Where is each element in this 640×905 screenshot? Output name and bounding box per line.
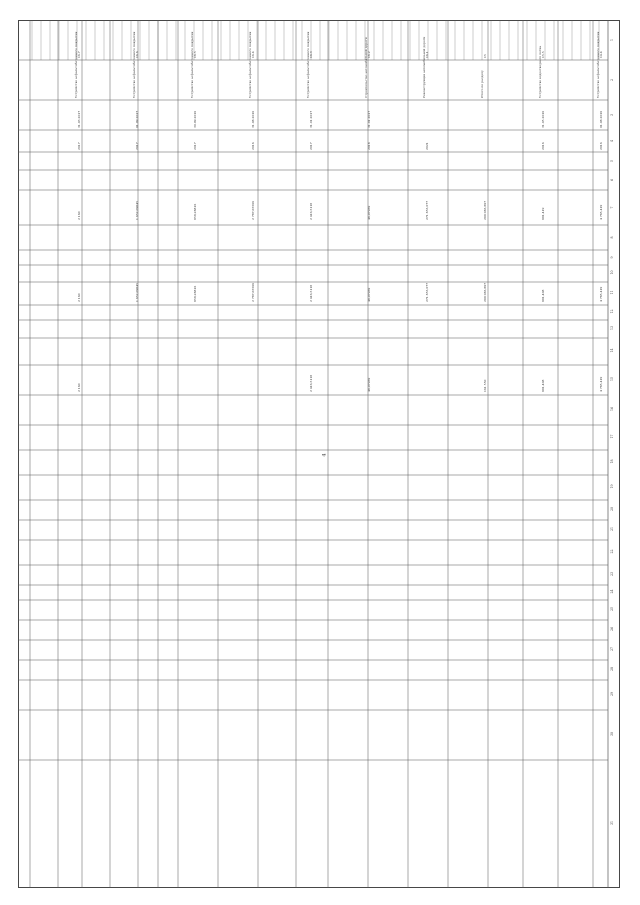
row-name: Строительство автомобильной дороги xyxy=(364,37,368,98)
row-value: 271 853,077 xyxy=(425,282,429,302)
column-number: 5 xyxy=(610,159,614,162)
row-value: 161 550 xyxy=(483,379,487,392)
row-name: Устройство асфальтобетонного покрытия xyxy=(306,31,310,98)
row-id: 14.4 xyxy=(599,51,603,58)
row-id: 15.5 xyxy=(541,51,545,58)
row-value: 4 785,419 xyxy=(599,286,603,302)
row-value: 858,28816 xyxy=(193,203,197,220)
column-number: 4 xyxy=(610,139,614,142)
row-value: 991,408 xyxy=(541,289,545,302)
row-date: 01.09.2017 xyxy=(135,110,139,128)
column-number: 31 xyxy=(610,820,614,825)
row-date: 30.09.2016 xyxy=(193,110,197,128)
row-value: 2 416,5118 xyxy=(309,202,313,220)
column-number: 23 xyxy=(610,571,614,576)
column-number: 16 xyxy=(610,406,614,411)
column-number: 28 xyxy=(610,666,614,671)
row-name: Реконструкция автомобильной дороги xyxy=(422,36,426,98)
row-date: 01.08.2016 xyxy=(599,110,603,128)
column-number: 2 xyxy=(610,78,614,81)
row-value: 2 160 xyxy=(77,293,81,302)
page-number: 4 xyxy=(321,453,328,457)
row-id: 16.3 xyxy=(309,51,313,58)
column-number: 6 xyxy=(610,178,614,181)
row-id: 16.6 xyxy=(135,51,139,58)
row-year: 2016 xyxy=(541,142,545,150)
row-name: Устройство асфальтобетонного покрытия xyxy=(248,31,252,98)
column-number: 19 xyxy=(610,484,614,489)
row-year: 2016 xyxy=(251,142,255,150)
column-number: 18 xyxy=(610,459,614,464)
row-value: 271 853,077 xyxy=(425,200,429,220)
row-value: 4 785,419 xyxy=(599,376,603,392)
column-number: 26 xyxy=(610,626,614,631)
column-number: 7 xyxy=(610,206,614,209)
row-id: 16.1 xyxy=(425,51,429,58)
column-number: 13 xyxy=(610,325,614,330)
row-year: 2017 xyxy=(135,142,139,150)
row-name: Устройство водоотводного лотка xyxy=(538,45,542,98)
column-number: 9 xyxy=(610,256,614,259)
column-number: 10 xyxy=(610,270,614,275)
row-id: 16.5 xyxy=(193,51,197,58)
row-value: 4 785,419 xyxy=(599,204,603,220)
row-name: Итого по разделу xyxy=(480,70,484,98)
column-number: 20 xyxy=(610,506,614,511)
row-value: 2 416,5118 xyxy=(309,374,313,392)
row-date: 31.08.2016 xyxy=(251,110,255,128)
row-value: 1 652,09645 xyxy=(135,282,139,302)
row-name: Устройство асфальтобетонного покрытия xyxy=(132,31,136,98)
row-value: 858,28816 xyxy=(193,285,197,302)
row-year: 2017 xyxy=(309,142,313,150)
column-number: 11 xyxy=(610,290,614,295)
row-value: 2 160 xyxy=(77,383,81,392)
row-value: 48,97939 xyxy=(367,205,371,220)
column-number: 14 xyxy=(610,348,614,353)
row-date: 31.01.2017 xyxy=(309,110,313,128)
column-number: 15 xyxy=(610,376,614,381)
row-name: Устройство асфальтобетонного покрытия xyxy=(596,31,600,98)
row-value: 2 787,65566 xyxy=(251,282,255,302)
table-border xyxy=(19,21,620,888)
column-number: 8 xyxy=(610,236,614,239)
column-number: 30 xyxy=(610,731,614,736)
row-value: 2 416,5118 xyxy=(309,284,313,302)
column-number: 22 xyxy=(610,549,614,554)
row-year: 2016 xyxy=(599,142,603,150)
row-value: 299 083,897 xyxy=(483,282,487,302)
row-value: 991,419 xyxy=(541,207,545,220)
row-year: 2017 xyxy=(77,142,81,150)
row-date: 31.03.2017 xyxy=(77,110,81,128)
row-id: 15 xyxy=(483,54,487,58)
row-value: 991,408 xyxy=(541,379,545,392)
column-number: 27 xyxy=(610,646,614,651)
column-number: 17 xyxy=(610,434,614,439)
row-id: 16.7 xyxy=(77,51,81,58)
row-value: 2 787,65566 xyxy=(251,200,255,220)
row-value: 48,97939 xyxy=(367,377,371,392)
column-number: 25 xyxy=(610,606,614,611)
rotated-table-sheet xyxy=(18,20,620,888)
column-number: 29 xyxy=(610,691,614,696)
column-number: 24 xyxy=(610,589,614,594)
row-value: 299 083,897 xyxy=(483,200,487,220)
row-value: 2 160 xyxy=(77,211,81,220)
row-id: 16.4 xyxy=(251,51,255,58)
column-number: 3 xyxy=(610,113,614,116)
row-value: 48,97939 xyxy=(367,287,371,302)
column-number: 21 xyxy=(610,526,614,531)
table-grid xyxy=(18,20,620,888)
row-year: 2018 xyxy=(367,142,371,150)
row-name: Устройство асфальтобетонного покрытия xyxy=(190,31,194,98)
column-number: 12 xyxy=(610,309,614,314)
column-number: 1 xyxy=(610,38,614,41)
row-year: 2021 xyxy=(425,142,429,150)
row-name: Устройство асфальтобетонного покрытия xyxy=(74,31,78,98)
row-value: 1 652,09645 xyxy=(135,200,139,220)
row-date: 31.01.2017 xyxy=(367,110,371,128)
row-date: 31.05.2016 xyxy=(541,110,545,128)
row-year: 2017 xyxy=(193,142,197,150)
row-id: 16.2 xyxy=(367,51,371,58)
